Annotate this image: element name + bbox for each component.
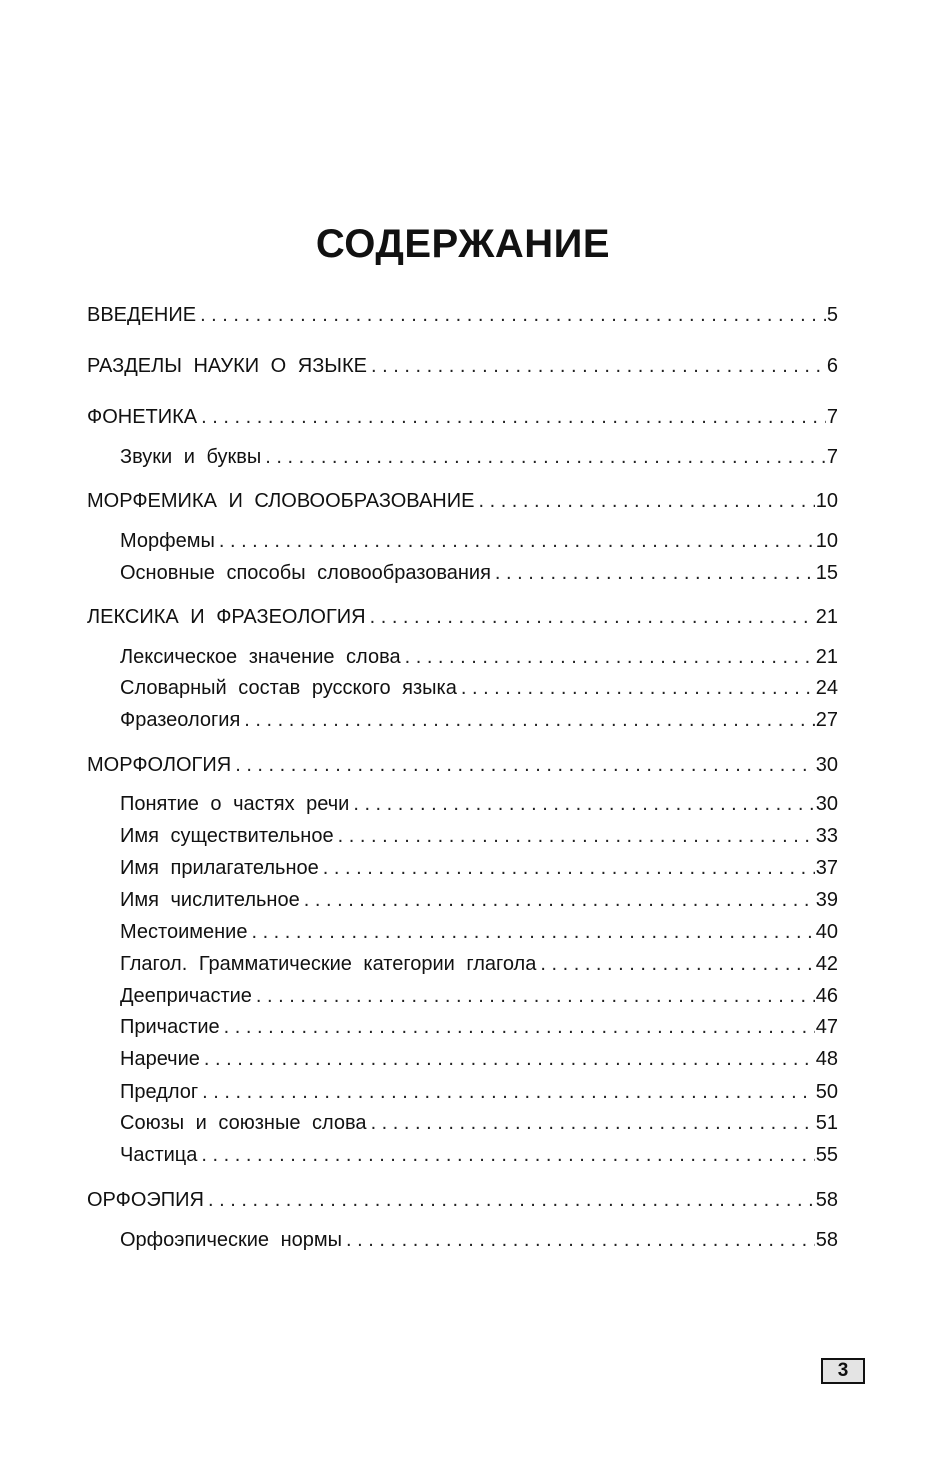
page-number: 3: [821, 1358, 865, 1384]
toc-entry-label: Имя существительное: [120, 825, 334, 847]
toc-dot-leader: [370, 605, 815, 629]
toc-dot-leader: [256, 984, 815, 1008]
toc-entry-label: Лексическое значение слова: [120, 646, 401, 668]
toc-dot-leader: [540, 952, 814, 976]
toc-entry-label: Союзы и союзные слова: [120, 1112, 367, 1134]
toc-dot-leader: [371, 354, 826, 378]
toc-entry-page-number: 7: [826, 406, 838, 428]
toc-entry-page-number: 24: [815, 677, 838, 699]
toc-subsection-entry: [120, 1080, 838, 1104]
toc-entry-label: Деепричастие: [120, 985, 252, 1007]
toc-entry-label: Наречие: [120, 1048, 200, 1070]
toc-entry-label: Звуки и буквы: [120, 446, 262, 468]
toc-dot-leader: [208, 1188, 815, 1212]
toc-section-entry: [87, 405, 838, 429]
toc-entry-page-number: 5: [826, 304, 838, 326]
toc-entry-page-number: 15: [815, 562, 838, 584]
toc-section-entry: [87, 354, 838, 378]
toc-subsection-entry: [120, 445, 838, 469]
toc-entry-page-number: 46: [815, 985, 838, 1007]
toc-dot-leader: [201, 405, 826, 429]
toc-subsection-entry: [120, 920, 838, 944]
toc-entry-page-number: 51: [815, 1112, 838, 1134]
toc-entry-label: МОРФОЛОГИЯ: [87, 754, 232, 776]
toc-dot-leader: [371, 1111, 815, 1135]
toc-entry-label: Предлог: [120, 1081, 199, 1103]
toc-subsection-entry: [120, 888, 838, 912]
toc-entry-label: ФОНЕТИКА: [87, 406, 198, 428]
toc-dot-leader: [338, 824, 815, 848]
toc-dot-leader: [201, 1143, 814, 1167]
toc-subsection-entry: [120, 1228, 838, 1252]
toc-subsection-entry: [120, 708, 838, 732]
toc-entry-label: Основные способы словообразования: [120, 562, 491, 584]
toc-dot-leader: [202, 1080, 815, 1104]
toc-dot-leader: [353, 792, 814, 816]
toc-subsection-entry: [120, 1047, 838, 1071]
toc-entry-page-number: 30: [815, 754, 838, 776]
toc-entry-page-number: 58: [815, 1229, 838, 1251]
toc-subsection-entry: [120, 856, 838, 880]
toc-dot-leader: [235, 753, 815, 777]
toc-entry-page-number: 7: [826, 446, 838, 468]
toc-dot-leader: [346, 1228, 815, 1252]
toc-subsection-entry: [120, 792, 838, 816]
toc-entry-label: РАЗДЕЛЫ НАУКИ О ЯЗЫКЕ: [87, 355, 367, 377]
toc-section-entry: [87, 303, 838, 327]
toc-dot-leader: [461, 676, 815, 700]
toc-entry-page-number: 39: [815, 889, 838, 911]
toc-dot-leader: [495, 561, 815, 585]
toc-entry-label: Местоимение: [120, 921, 248, 943]
toc-dot-leader: [304, 888, 815, 912]
toc-subsection-entry: [120, 676, 838, 700]
toc-entry-label: Орфоэпические нормы: [120, 1229, 343, 1251]
toc-dot-leader: [265, 445, 826, 469]
toc-dot-leader: [251, 920, 814, 944]
toc-entry-label: Глагол. Грамматические категории глагола: [120, 953, 537, 975]
toc-subsection-entry: [120, 984, 838, 1008]
toc-dot-leader: [219, 529, 815, 553]
toc-entry-page-number: 30: [815, 793, 838, 815]
toc-dot-leader: [200, 303, 826, 327]
toc-subsection-entry: [120, 529, 838, 553]
toc-entry-label: Словарный состав русского языка: [120, 677, 457, 699]
toc-entry-label: Имя прилагательное: [120, 857, 319, 879]
toc-entry-page-number: 55: [815, 1144, 838, 1166]
toc-entry-page-number: 42: [815, 953, 838, 975]
page-title: СОДЕРЖАНИЕ: [315, 222, 611, 266]
toc-section-entry: [87, 489, 838, 513]
toc-entry-page-number: 33: [815, 825, 838, 847]
toc-entry-page-number: 21: [815, 606, 838, 628]
toc-dot-leader: [224, 1015, 815, 1039]
toc-entry-page-number: 58: [815, 1189, 838, 1211]
toc-dot-leader: [405, 645, 815, 669]
toc-dot-leader: [478, 489, 814, 513]
toc-entry-label: Причастие: [120, 1016, 220, 1038]
toc-entry-label: Частица: [120, 1144, 198, 1166]
toc-dot-leader: [323, 856, 815, 880]
toc-entry-label: ЛЕКСИКА И ФРАЗЕОЛОГИЯ: [87, 606, 366, 628]
toc-entry-page-number: 10: [815, 490, 838, 512]
toc-entry-label: МОРФЕМИКА И СЛОВООБРАЗОВАНИЕ: [87, 490, 475, 512]
toc-entry-page-number: 6: [826, 355, 838, 377]
toc-entry-page-number: 50: [815, 1081, 838, 1103]
toc-entry-label: Морфемы: [120, 530, 215, 552]
toc-dot-leader: [244, 708, 814, 732]
toc-subsection-entry: [120, 1143, 838, 1167]
toc-subsection-entry: [120, 1111, 838, 1135]
toc-section-entry: [87, 1188, 838, 1212]
toc-entry-page-number: 21: [815, 646, 838, 668]
toc-subsection-entry: [120, 824, 838, 848]
toc-subsection-entry: [120, 561, 838, 585]
toc-subsection-entry: [120, 952, 838, 976]
toc-entry-page-number: 27: [815, 709, 838, 731]
toc-entry-page-number: 47: [815, 1016, 838, 1038]
toc-entry-label: Фразеология: [120, 709, 241, 731]
toc-section-entry: [87, 753, 838, 777]
toc-subsection-entry: [120, 1015, 838, 1039]
toc-entry-page-number: 48: [815, 1048, 838, 1070]
toc-entry-page-number: 10: [815, 530, 838, 552]
toc-entry-label: Понятие о частях речи: [120, 793, 350, 815]
toc-entry-page-number: 37: [815, 857, 838, 879]
toc-dot-leader: [204, 1047, 815, 1071]
toc-entry-label: ОРФОЭПИЯ: [87, 1189, 205, 1211]
toc-subsection-entry: [120, 645, 838, 669]
toc-entry-label: Имя числительное: [120, 889, 300, 911]
toc-entry-page-number: 40: [815, 921, 838, 943]
toc-section-entry: [87, 605, 838, 629]
toc-entry-label: ВВЕДЕНИЕ: [87, 304, 197, 326]
